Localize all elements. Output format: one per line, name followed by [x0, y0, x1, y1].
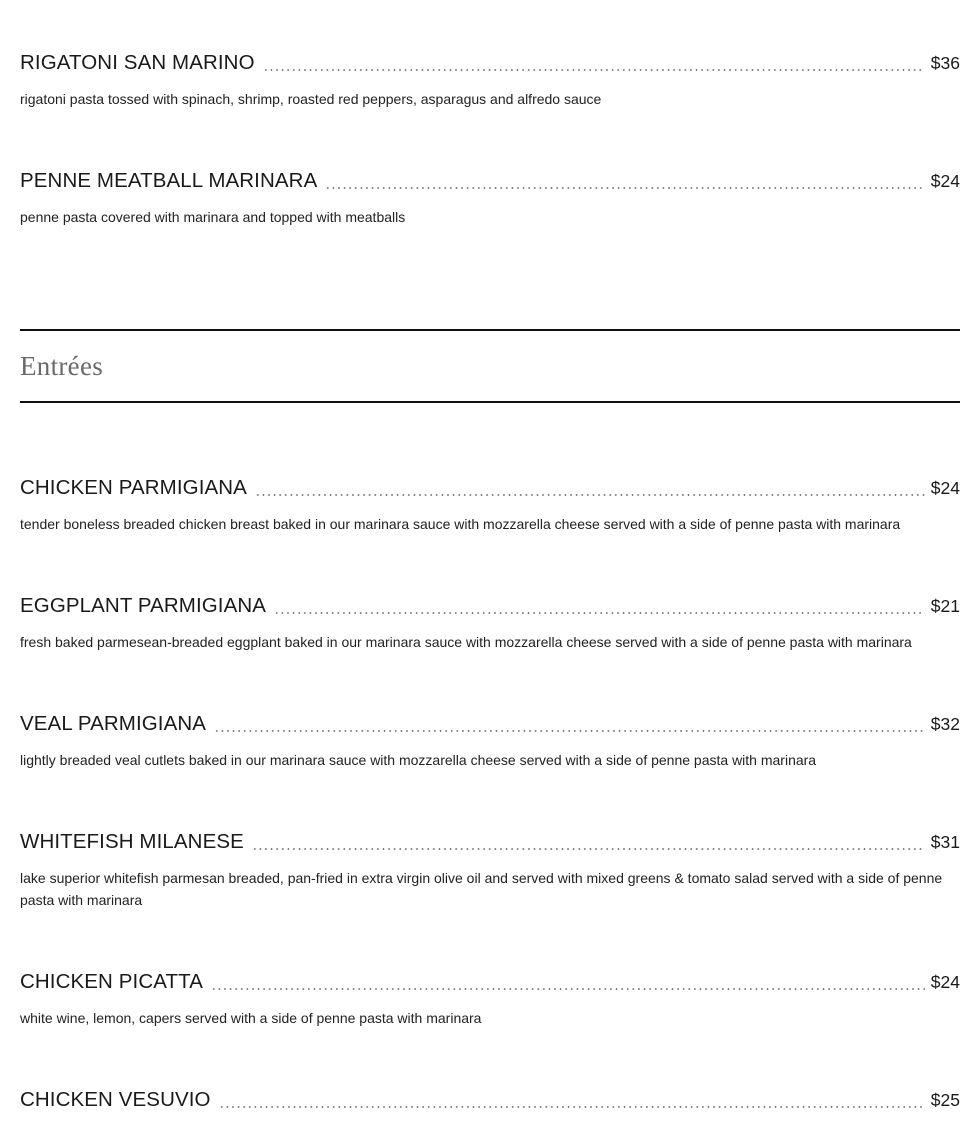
menu-item-description: lightly breaded veal cutlets baked in our marinara sauce with mozzarella cheese served with a side of penne pasta with marinara [20, 752, 817, 768]
menu-item-header [20, 969, 960, 995]
menu-item-description: lake superior whitefish parmesan breaded, pan-fried in extra virgin olive oil and served with mixed greens & tomato salad served with a side of penne pasta with marinara [20, 870, 943, 908]
menu-item-header [20, 50, 960, 76]
menu-item-header [20, 1087, 960, 1113]
menu-item-price: $24 [930, 478, 960, 498]
menu-item-name: WHITEFISH MILANESE [20, 830, 244, 853]
dotted-leader [274, 612, 925, 614]
menu-item-rigatoni-san-marino [20, 50, 960, 110]
menu-item-price: $25 [930, 1090, 960, 1110]
menu-item-price: $24 [930, 171, 960, 191]
menu-item-price: $36 [930, 53, 960, 73]
menu-item-name: CHICKEN PICATTA [20, 970, 203, 993]
menu-item-penne-meatball-marinara [20, 168, 960, 228]
menu-item-chicken-vesuvio [20, 1087, 960, 1113]
dotted-leader [219, 1106, 925, 1108]
dotted-leader [252, 848, 925, 850]
section-divider-top [20, 329, 960, 331]
menu-item-whitefish-milanese [20, 829, 960, 911]
dotted-leader [325, 187, 924, 189]
menu-item-price: $24 [930, 972, 960, 992]
menu-item-description: white wine, lemon, capers served with a side of penne pasta with marinara [20, 1010, 482, 1026]
dotted-leader [211, 988, 925, 990]
menu-item-description: tender boneless breaded chicken breast baked in our marinara sauce with mozzarella cheese served with a side of penne pasta with marinara [20, 516, 901, 532]
menu-item-chicken-picatta [20, 969, 960, 1029]
section-divider-bottom [20, 401, 960, 403]
dotted-leader [214, 730, 925, 732]
menu-item-chicken-parmigiana [20, 475, 960, 535]
menu-item-veal-parmigiana [20, 711, 960, 771]
menu-item-name: CHICKEN VESUVIO [20, 1088, 211, 1111]
menu-item-name: CHICKEN PARMIGIANA [20, 476, 247, 499]
menu-item-price: $31 [930, 832, 960, 852]
menu-item-description: fresh baked parmesean-breaded eggplant baked in our marinara sauce with mozzarella cheese served with a side of penne pasta with marinara [20, 634, 912, 650]
menu-item-name: RIGATONI SAN MARINO [20, 51, 255, 74]
section-title-entrees: Entrées [20, 351, 104, 381]
menu-item-header [20, 168, 960, 194]
menu-item-name: EGGPLANT PARMIGIANA [20, 594, 267, 617]
menu-item-header [20, 475, 960, 501]
menu-item-header [20, 711, 960, 737]
menu-item-header [20, 829, 960, 855]
dotted-leader [255, 494, 925, 496]
menu-item-description: rigatoni pasta tossed with spinach, shrimp, roasted red peppers, asparagus and alfredo sauce [20, 91, 602, 107]
menu-item-name: PENNE MEATBALL MARINARA [20, 169, 318, 192]
menu-item-eggplant-parmigiana [20, 593, 960, 653]
menu-item-header [20, 593, 960, 619]
menu-item-price: $21 [930, 596, 960, 616]
menu-item-price: $32 [930, 714, 960, 734]
menu-item-name: VEAL PARMIGIANA [20, 712, 207, 735]
dotted-leader [263, 69, 925, 71]
menu-item-description: penne pasta covered with marinara and topped with meatballs [20, 209, 406, 225]
